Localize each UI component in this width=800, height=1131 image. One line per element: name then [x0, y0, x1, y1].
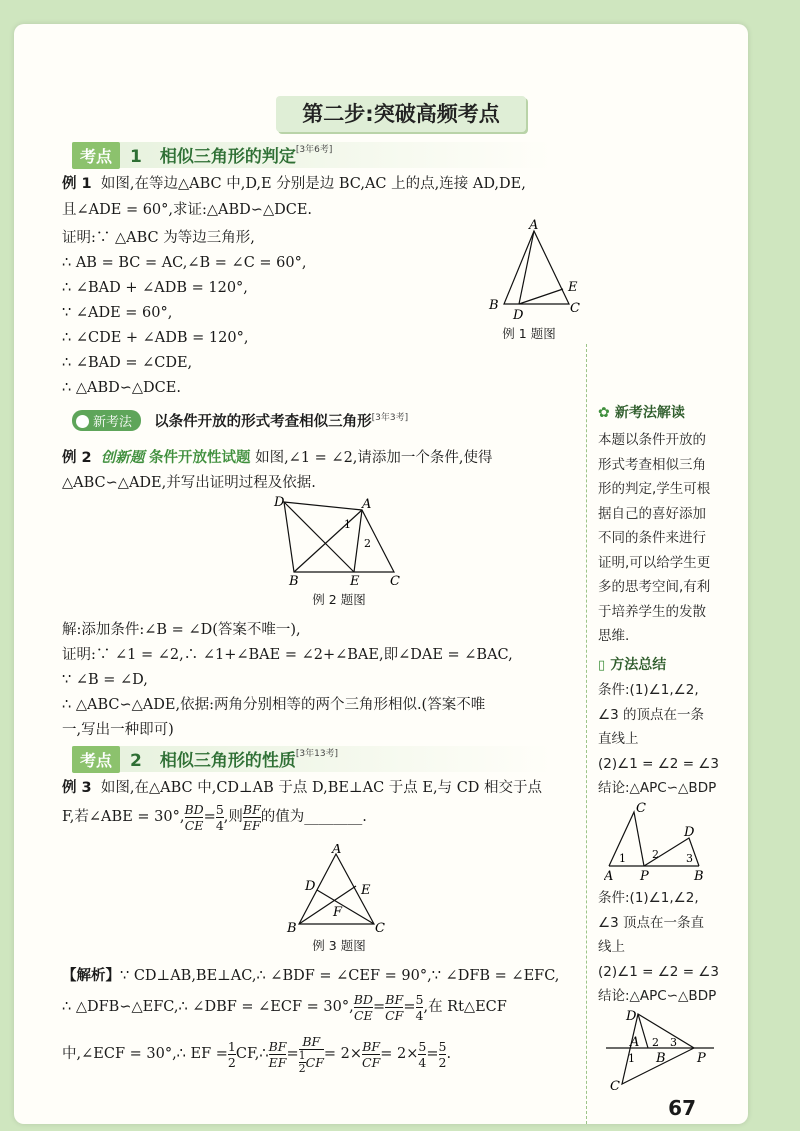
newtype-header: [72, 410, 408, 431]
ex3-an3-eq1: =: [286, 1045, 299, 1062]
ex3-analysis-1: [62, 964, 559, 990]
ex3-an3-f3n: BF: [362, 1039, 381, 1054]
ex2-angle-2: 2: [364, 537, 371, 550]
jiedu-line-4: 据自己的喜好添加: [598, 505, 706, 522]
ex2-label-C: C: [390, 574, 400, 589]
newtype-sup: [3年3考]: [371, 413, 409, 423]
ex3-text1: 如图,在△ABC 中,CD⊥AB 于点 D,BE⊥AC 于点 E,与 CD 相交于点: [100, 780, 543, 796]
m1-line-3: 直线上: [598, 731, 639, 747]
ex2-label-D: D: [274, 495, 285, 510]
kaodian-1-num: 1: [130, 147, 142, 167]
ex3-an2-f1d: CE: [353, 1008, 373, 1023]
ex3-an3-frac1: [269, 1039, 287, 1070]
ex3-an2-frac3: [416, 992, 424, 1023]
ex3-label-B: B: [287, 921, 297, 936]
ex3-analysis-text1: ∵ CD⊥AB,BE⊥AC,∴ ∠BDF = ∠CEF = 90°,∵ ∠DFB = ∠EFC,: [120, 968, 560, 984]
m1-label-A: A: [604, 869, 614, 882]
ex3-an3-h1n: 1: [227, 1039, 236, 1054]
m2-label-D: D: [626, 1009, 637, 1024]
m1-line-1: 条件:(1)∠1,∠2,: [598, 682, 699, 698]
ex2-figure: [254, 492, 414, 590]
ex3-an3-frac5: [439, 1039, 447, 1070]
m2-label-C: C: [610, 1079, 620, 1092]
ex1-figure: [469, 219, 599, 324]
ex2-line1: [62, 446, 493, 472]
book-icon: ▯: [598, 658, 606, 673]
ex3-an2-frac1: [354, 992, 373, 1023]
ex3-an2-f1n: BD: [353, 992, 373, 1007]
m2-angle-3: 3: [670, 1036, 677, 1049]
ex3-an3-f1d: EF: [268, 1055, 287, 1070]
ex2-sol-2: 证明:∵ ∠1 = ∠2,∴ ∠1+∠BAE = ∠2+∠BAE,即∠DAE = ∠BAC,: [62, 647, 513, 663]
ex3-an2-eq1: =: [372, 998, 386, 1015]
newtype-pill: [72, 410, 141, 431]
ex3-an2-eq2: =: [403, 998, 416, 1015]
kaodian-1-box: 考点: [72, 142, 120, 169]
ex3-caption: 例 3 题图: [312, 938, 366, 953]
m1-angle-1: 1: [619, 852, 626, 865]
ex2-label-E: E: [350, 574, 360, 589]
m2-line-1: 条件:(1)∠1,∠2,: [598, 890, 699, 906]
page: [14, 24, 748, 1124]
ex3-an3-f3d: CF: [362, 1055, 381, 1070]
jiedu-line-2: 形式考查相似三角: [598, 456, 706, 473]
ex2-line2: △ABC∽△ADE,并写出证明过程及依据.: [62, 475, 316, 491]
ex3-an3-c: = 2×: [323, 1045, 363, 1062]
jiedu-line-3: 形的判定,学生可根: [598, 481, 711, 497]
ex3-label-D: D: [305, 879, 316, 894]
ex2-sol-5: 一,写出一种即可): [62, 722, 174, 738]
ex3-an2-f3n: 5: [415, 992, 424, 1007]
ex3-label-E: E: [361, 883, 371, 898]
m2-line-4: (2)∠1 = ∠2 = ∠3: [598, 963, 719, 980]
method-1-figure: [604, 802, 719, 882]
ex2-tag-open: 条件开放性试题: [148, 450, 251, 466]
sidebar-divider: [586, 344, 587, 1124]
jiedu-line-6: 证明,可以给学生更: [598, 554, 711, 571]
ex3-an3-a: 中,∠ECF = 30°,∴ EF =: [62, 1045, 228, 1062]
ex1-proof-7: ∴ △ABD∽△DCE.: [62, 380, 181, 396]
ex3-frac3-den: EF: [242, 818, 261, 833]
kaodian-1-title: 相似三角形的判定: [159, 147, 296, 167]
ex2-sol-4: ∴ △ABC∽△ADE,依据:两角分别相等的两个三角形相似.(答案不唯: [62, 697, 486, 713]
ex3-an3-f1n: BF: [268, 1039, 287, 1054]
ex3-an3-half: [228, 1039, 236, 1070]
ex2-caption: 例 2 题图: [312, 592, 366, 607]
newtype-title: 以条件开放的形式考查相似三角形: [154, 414, 372, 430]
ex1-proof-4: ∵ ∠ADE = 60°,: [62, 305, 173, 321]
ex3-an2-a: ∴ △DFB∽△EFC,∴ ∠DBF = ∠ECF = 30°,: [62, 998, 354, 1015]
lightbulb-icon: ✿: [598, 405, 610, 421]
m1-angle-3: 3: [686, 852, 693, 865]
m2-line-3: 线上: [598, 939, 625, 955]
sidebar-method-2: [598, 886, 733, 1009]
m2-label-A: A: [630, 1035, 640, 1050]
sidebar-method-header: [598, 654, 666, 674]
m1-label-D: D: [684, 825, 695, 840]
kaodian-2-title: 相似三角形的性质: [159, 751, 296, 771]
ex1-text1: 如图,在等边△ABC 中,D,E 分别是边 BC,AC 上的点,连接 AD,DE,: [100, 176, 526, 192]
ex3-an3-f2d-hn: 1: [298, 1049, 306, 1062]
ex3-analysis-label: 【解析】: [62, 968, 120, 984]
ex1-label-D: D: [513, 308, 524, 323]
ex3-an3-f4n: 5: [418, 1039, 427, 1054]
kaodian-1-sup: [3年6考]: [295, 145, 333, 155]
ex3-frac3-num: BF: [242, 802, 261, 817]
ex2-label: 例 2: [62, 450, 92, 466]
ex3-an3-b: CF,∴: [235, 1045, 269, 1062]
kaodian-2-box: 考点: [72, 746, 120, 773]
ex1-caption: 例 1 题图: [502, 326, 556, 341]
ex3-frac2: [216, 802, 224, 833]
ex3-an3-h1d: 2: [227, 1055, 236, 1070]
ex3-eq: =: [203, 808, 216, 825]
ex2-tag-innovative: 创新题: [100, 450, 145, 466]
ex3-label-A: A: [332, 844, 342, 857]
sidebar-jiedu-body: [598, 428, 728, 649]
ex3-figure: [279, 844, 394, 936]
m1-angle-2: 2: [652, 848, 659, 861]
ex3-an2-f2d: CF: [385, 1008, 404, 1023]
ex3-label-C: C: [375, 921, 385, 936]
m2-label-P: P: [697, 1051, 706, 1066]
kaodian-2-num: 2: [130, 751, 142, 771]
method-2-figure: [604, 1006, 724, 1092]
page-number: 67: [668, 1096, 696, 1120]
ex3-an3-frac2: [299, 1034, 324, 1075]
ex3-an3-frac3: [362, 1039, 380, 1070]
ex3-an3-f2n: BF: [302, 1034, 321, 1049]
sidebar-jiedu-title: 新考法解读: [614, 405, 685, 421]
ex3-text2a: F,若∠ABE = 30°,: [62, 808, 185, 825]
jiedu-line-1: 本题以条件开放的: [598, 432, 706, 448]
ex1-proof-2: ∴ AB = BC = AC,∠B = ∠C = 60°,: [62, 255, 307, 271]
ex3-line2: [62, 802, 367, 833]
lightbulb-icon: [76, 415, 89, 428]
ex1-proof-1: 证明:∵ △ABC 为等边三角形,: [62, 230, 255, 246]
m1-line-2: ∠3 的顶点在一条: [598, 706, 704, 723]
ex1-proof-3: ∴ ∠BAD + ∠ADB = 120°,: [62, 280, 248, 296]
ex1-proof-6: ∴ ∠BAD = ∠CDE,: [62, 355, 193, 371]
ex3-an3-f2d-wrap: [299, 1049, 324, 1075]
m1-line-4: (2)∠1 = ∠2 = ∠3: [598, 755, 719, 772]
ex2-label-A: A: [362, 497, 372, 512]
ex3-frac1-den: CE: [184, 818, 204, 833]
ex3-text2b: ,则: [223, 808, 243, 825]
ex1-label-E: E: [568, 280, 578, 295]
ex3-frac2-den: 4: [215, 818, 224, 833]
ex3-analysis-2: [62, 992, 507, 1023]
ex3-an2-b: ,在 Rt△ECF: [423, 998, 507, 1015]
ex2-sol-1: 解:添加条件:∠B = ∠D(答案不唯一),: [62, 622, 301, 638]
ex3-an3-f4d: 4: [418, 1055, 427, 1070]
page-title: 第二步:突破高频考点: [276, 96, 526, 132]
ex3-an3-d: = 2×: [380, 1045, 419, 1062]
m1-label-B: B: [694, 869, 704, 882]
ex1-label-A: A: [529, 219, 539, 233]
m2-line-2: ∠3 顶点在一条直: [598, 914, 704, 931]
ex1-line2: 且∠ADE = 60°,求证:△ABD∽△DCE.: [62, 202, 313, 218]
jiedu-line-7: 多的思考空间,有利: [598, 579, 711, 595]
kaodian-1-header: [72, 142, 332, 169]
ex1-line1: [62, 172, 526, 198]
ex3-frac3: [243, 802, 261, 833]
ex3-an3-f2d-half: [299, 1050, 306, 1075]
ex3-label: 例 3: [62, 780, 92, 796]
sidebar-jiedu-header: [598, 402, 685, 422]
ex3-line1: [62, 776, 542, 802]
ex3-an3-e: =: [426, 1045, 439, 1062]
ex3-an3-end: .: [446, 1045, 452, 1062]
ex2-angle-1: 1: [344, 518, 351, 531]
ex3-an3-f5d: 2: [438, 1055, 447, 1070]
ex1-proof-5: ∴ ∠CDE + ∠ADB = 120°,: [62, 330, 249, 346]
kaodian-2-header: [72, 746, 338, 773]
jiedu-line-5: 不同的条件来进行: [598, 530, 706, 546]
sidebar-method-title: 方法总结: [610, 657, 667, 673]
kaodian-2-sup: [3年13考]: [295, 749, 339, 759]
m1-line-5: 结论:△APC∽△BDP: [598, 780, 717, 796]
newtype-pill-text: 新考法: [93, 415, 133, 430]
ex3-text2c: 的值为________.: [260, 808, 367, 825]
ex1-label-B: B: [489, 298, 499, 313]
m2-angle-1: 1: [628, 1052, 635, 1065]
ex2-text1: 如图,∠1 = ∠2,请添加一个条件,使得: [255, 450, 493, 466]
m2-label-B: B: [656, 1051, 666, 1066]
ex3-frac1-num: BD: [184, 802, 204, 817]
ex3-frac1: [184, 802, 203, 833]
m2-line-5: 结论:△APC∽△BDP: [598, 988, 717, 1004]
ex3-analysis-3: [62, 1034, 451, 1075]
jiedu-line-8: 于培养学生的发散: [598, 603, 706, 620]
ex1-label-C: C: [570, 301, 580, 316]
m1-label-P: P: [640, 869, 649, 882]
ex3-an3-f5n: 5: [438, 1039, 447, 1054]
ex2-sol-3: ∵ ∠B = ∠D,: [62, 672, 148, 688]
ex3-an3-f2d: CF: [305, 1055, 324, 1070]
sidebar-method-1: [598, 678, 733, 801]
ex1-label: 例 1: [62, 176, 92, 192]
ex3-frac2-num: 5: [215, 802, 224, 817]
m2-angle-2: 2: [652, 1036, 659, 1049]
jiedu-line-9: 思维.: [598, 628, 630, 644]
ex3-label-F: F: [333, 905, 343, 920]
ex3-an3-frac4: [418, 1039, 426, 1070]
ex3-an2-f3d: 4: [415, 1008, 424, 1023]
m1-label-C: C: [636, 802, 646, 816]
ex3-an2-frac2: [385, 992, 403, 1023]
ex3-an2-f2n: BF: [385, 992, 404, 1007]
ex2-label-B: B: [289, 574, 299, 589]
ex3-an3-f2d-hd: 2: [298, 1062, 306, 1075]
